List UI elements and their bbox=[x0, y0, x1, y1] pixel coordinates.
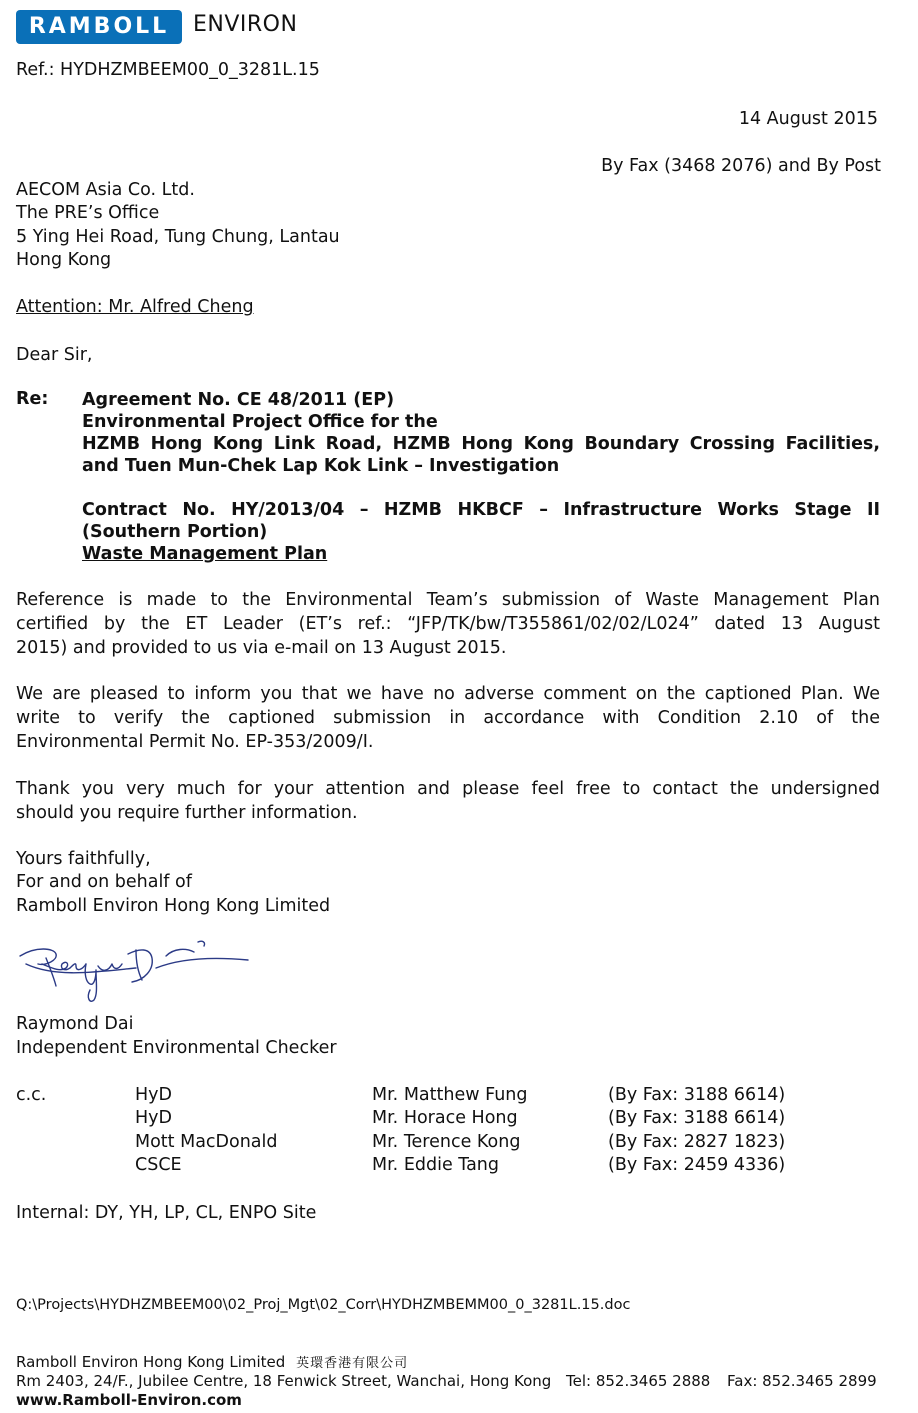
cc-fax: (By Fax: 3188 6614) bbox=[608, 1108, 786, 1128]
attention-line: Attention: Mr. Alfred Cheng bbox=[16, 297, 254, 317]
contract-block bbox=[82, 499, 880, 565]
cc-org: HyD bbox=[135, 1108, 172, 1128]
cc-row bbox=[0, 1132, 918, 1156]
paragraph-line: certified by the ET Leader (ET’s ref.: “JFP/TK/bw/T355861/02/02/L024” dated 13 August bbox=[16, 614, 880, 634]
re-line: and Tuen Mun-Chek Lap Kok Link – Investigation bbox=[82, 456, 560, 476]
paragraph-line: We are pleased to inform you that we have no adverse comment on the captioned Plan. We bbox=[16, 684, 880, 704]
handwritten-signature bbox=[16, 938, 256, 1006]
salutation: Dear Sir, bbox=[16, 345, 93, 365]
body-paragraph-3 bbox=[16, 777, 880, 825]
signatory-title: Independent Environmental Checker bbox=[16, 1038, 337, 1058]
cc-row bbox=[0, 1108, 918, 1132]
cc-label: c.c. bbox=[16, 1085, 47, 1105]
delivery-method: By Fax (3468 2076) and By Post bbox=[601, 156, 881, 176]
footer-company bbox=[16, 1352, 408, 1371]
re-label: Re: bbox=[16, 389, 49, 409]
internal-distribution: Internal: DY, YH, LP, CL, ENPO Site bbox=[16, 1203, 317, 1223]
footer-company-name: Ramboll Environ Hong Kong Limited bbox=[16, 1353, 286, 1371]
cc-fax: (By Fax: 3188 6614) bbox=[608, 1085, 786, 1105]
address-line: The PRE’s Office bbox=[16, 203, 160, 223]
cc-fax: (By Fax: 2459 4336) bbox=[608, 1155, 786, 1175]
address-line: AECOM Asia Co. Ltd. bbox=[16, 180, 195, 200]
re-line: Agreement No. CE 48/2011 (EP) bbox=[82, 390, 395, 410]
re-line: Environmental Project Office for the bbox=[82, 412, 438, 432]
paragraph-line: Environmental Permit No. EP-353/2009/I. bbox=[16, 732, 374, 752]
contract-line: (Southern Portion) bbox=[82, 522, 268, 542]
signatory-name: Raymond Dai bbox=[16, 1014, 134, 1034]
environ-wordmark: ENVIRON bbox=[193, 12, 298, 37]
address-line: Hong Kong bbox=[16, 250, 112, 270]
cc-org: Mott MacDonald bbox=[135, 1132, 278, 1152]
subject-title: Waste Management Plan bbox=[82, 544, 328, 564]
cc-person: Mr. Eddie Tang bbox=[372, 1155, 499, 1175]
footer-fax: Fax: 852.3465 2899 bbox=[727, 1372, 877, 1390]
footer-tel: Tel: 852.3465 2888 bbox=[566, 1372, 711, 1390]
closing-line: Yours faithfully, bbox=[16, 849, 151, 869]
paragraph-line: Thank you very much for your attention and please feel free to contact the undersigned bbox=[16, 779, 880, 799]
cc-row bbox=[0, 1155, 918, 1179]
file-path: Q:\Projects\HYDHZMBEEM00\02_Proj_Mgt\02_Corr\HYDHZMBEMM00_0_3281L.15.doc bbox=[16, 1297, 631, 1313]
body-paragraph-1 bbox=[16, 588, 880, 660]
cc-fax: (By Fax: 2827 1823) bbox=[608, 1132, 786, 1152]
closing-line: For and on behalf of bbox=[16, 872, 192, 892]
closing-line: Ramboll Environ Hong Kong Limited bbox=[16, 896, 331, 916]
footer-website[interactable]: www.Ramboll-Environ.com bbox=[16, 1391, 242, 1409]
body-paragraph-2 bbox=[16, 682, 880, 754]
ramboll-logo: RAMBOLL bbox=[16, 10, 182, 44]
reference-number: Ref.: HYDHZMBEEM00_0_3281L.15 bbox=[16, 60, 320, 80]
cc-org: CSCE bbox=[135, 1155, 182, 1175]
paragraph-line: 2015) and provided to us via e-mail on 13 August 2015. bbox=[16, 638, 507, 658]
paragraph-line: Reference is made to the Environmental Team’s submission of Waste Management Plan bbox=[16, 590, 880, 610]
cc-row bbox=[0, 1085, 918, 1109]
re-subject-block bbox=[82, 389, 880, 477]
cc-person: Mr. Matthew Fung bbox=[372, 1085, 528, 1105]
footer-address: Rm 2403, 24/F., Jubilee Centre, 18 Fenwick Street, Wanchai, Hong Kong bbox=[16, 1372, 552, 1390]
paragraph-line: write to verify the captioned submission in accordance with Condition 2.10 of the bbox=[16, 708, 880, 728]
contract-line: Contract No. HY/2013/04 – HZMB HKBCF – Infrastructure Works Stage II bbox=[82, 500, 880, 520]
cc-org: HyD bbox=[135, 1085, 172, 1105]
cc-person: Mr. Horace Hong bbox=[372, 1108, 518, 1128]
footer-company-cjk: 英環香港有限公司 bbox=[296, 1356, 409, 1371]
letter-date: 14 August 2015 bbox=[738, 109, 878, 129]
cc-person: Mr. Terence Kong bbox=[372, 1132, 521, 1152]
paragraph-line: should you require further information. bbox=[16, 803, 358, 823]
address-line: 5 Ying Hei Road, Tung Chung, Lantau bbox=[16, 227, 340, 247]
re-line: HZMB Hong Kong Link Road, HZMB Hong Kong Boundary Crossing Facilities, bbox=[82, 434, 880, 454]
